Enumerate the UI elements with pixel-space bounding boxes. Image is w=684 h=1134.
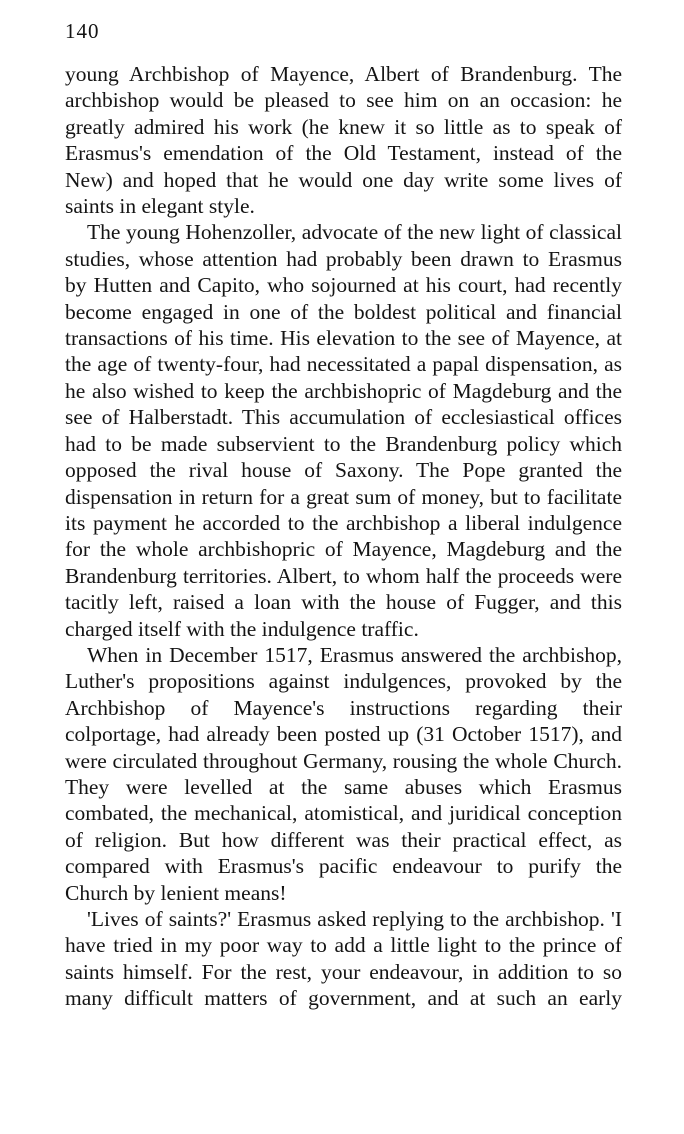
body-text [65, 61, 622, 1012]
paragraph-4: 'Lives of saints?' Erasmus asked replying to the archbishop. 'I have tried in my poor way to add a little light to the prince of saints himself. For the rest, your endeavour, in addition to so many difficult matters of government, and at such an early [65, 907, 622, 1011]
paragraph-2: The young Hohenzoller, advocate of the new light of classical studies, whose attention had probably been drawn to Erasmus by Hutten and Capito, who sojourned at his court, had recently become engaged in one of the boldest political and financial transactions of his time. His elevation to the see of Mayence, at the age of twenty-four, had necessitated a papal dispensation, as he also wished to keep the archbishopric of Magdeburg and the see of Halberstadt. This accumulation of ecclesiastical offices had to be made subservient to the Brandenburg policy which opposed the rival house of Saxony. The Pope granted the dispensation in return for a great sum of money, but to facilitate its payment he accorded to the archbishop a liberal indulgence for the whole archbishopric of Mayence, Magdeburg and the Brandenburg territories. Albert, to whom half the proceeds were tacitly left, raised a loan with the house of Fugger, and this charged itself with the indulgence traffic. [65, 220, 622, 641]
page-number: 140 [65, 19, 100, 43]
paragraph-3: When in December 1517, Erasmus answered the archbishop, Luther's propositions against indulgences, provoked by the Archbishop of Mayence's instructions regarding their colportage, had already been posted up (31 October 1517), and were circulated throughout Germany, rousing the whole Church. They were levelled at the same abuses which Erasmus combated, the mechanical, atomistical, and juridical conception of religion. But how different was their practical effect, as compared with Erasmus's pacific endeavour to purify the Church by lenient means! [65, 642, 622, 905]
paragraph-1: young Archbishop of Mayence, Albert of Brandenburg. The archbishop would be pleased to see him on an occasion: he greatly admired his work (he knew it so little as to speak of Erasmus's emendation of the Old Testament, instead of the New) and hoped that he would one day write some lives of saints in elegant style. [65, 62, 622, 219]
